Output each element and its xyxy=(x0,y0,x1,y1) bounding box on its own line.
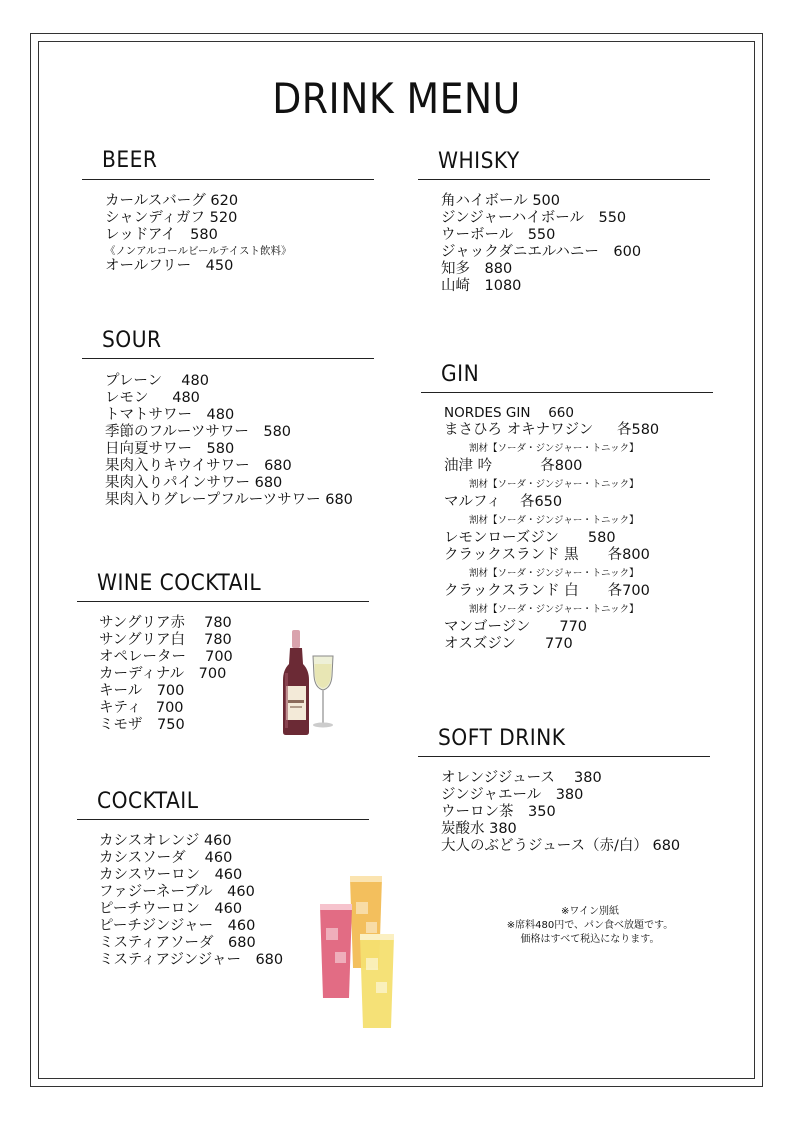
menu-item-mixer-note: 割材【ソーダ・ジンジャー・トニック】 xyxy=(469,515,639,526)
wine-cocktail-section-rule xyxy=(77,601,369,602)
footnote-table-charge: ※席料480円で、パン食べ放題です。 xyxy=(506,920,674,931)
menu-item: サングリア赤 780 xyxy=(99,615,232,631)
page-title: DRINK MENU xyxy=(272,74,521,123)
menu-item: ジンジャーハイボール 550 xyxy=(441,210,627,226)
menu-item: キティ 700 xyxy=(99,700,184,716)
menu-item: 季節のフルーツサワー 580 xyxy=(105,424,292,440)
menu-item: 大人のぶどうジュース（赤/白） 680 xyxy=(441,838,681,854)
menu-item: マルフィ 各650 xyxy=(444,494,563,510)
menu-item: ウーボール 550 xyxy=(441,227,556,243)
sour-section-title: SOUR xyxy=(102,328,162,353)
gin-item-list xyxy=(444,405,659,653)
menu-item-mixer-note: 割材【ソーダ・ジンジャー・トニック】 xyxy=(469,568,639,579)
cocktail-glasses-illustration xyxy=(316,872,398,1032)
menu-item: トマトサワー 480 xyxy=(105,407,235,423)
menu-item: 油津 吟 各800 xyxy=(444,458,583,474)
menu-item: カールスバーグ 620 xyxy=(105,193,239,209)
menu-item: 山崎 1080 xyxy=(441,278,522,294)
menu-item: カシスオレンジ 460 xyxy=(99,833,232,849)
menu-item: オスズジン 770 xyxy=(444,636,573,652)
menu-item: ジャックダニエルハニー 600 xyxy=(441,244,642,260)
menu-item: レモン 480 xyxy=(105,390,200,406)
footnote-tax: 価格はすべて税込になります。 xyxy=(520,934,660,945)
beer-section-title: BEER xyxy=(102,148,158,173)
menu-item: ミモザ 750 xyxy=(99,717,185,733)
whisky-section-title: WHISKY xyxy=(438,149,520,174)
sour-section-rule xyxy=(82,358,374,359)
menu-item: サングリア白 780 xyxy=(99,632,232,648)
cocktail-section-rule xyxy=(77,819,369,820)
menu-item: 炭酸水 380 xyxy=(441,821,517,837)
menu-item-mixer-note: 割材【ソーダ・ジンジャー・トニック】 xyxy=(469,443,639,454)
menu-item: オールフリー 450 xyxy=(105,258,234,274)
menu-item: ファジーネーブル 460 xyxy=(99,884,255,900)
whisky-item-list xyxy=(441,193,641,295)
menu-item: プレーン 480 xyxy=(105,373,209,389)
sour-item-list xyxy=(105,373,353,509)
menu-item: カシスウーロン 460 xyxy=(99,867,243,883)
wine-glass-icon xyxy=(313,656,333,728)
yellow-cocktail-icon xyxy=(360,934,394,1028)
menu-item: 日向夏サワー 580 xyxy=(105,441,235,457)
soft-drink-section-rule xyxy=(418,756,710,757)
menu-item: ウーロン茶 350 xyxy=(441,804,556,820)
menu-item: オレンジジュース 380 xyxy=(441,770,602,786)
menu-item: 角ハイボール 500 xyxy=(441,193,560,209)
soft-drink-section-title: SOFT DRINK xyxy=(438,726,566,751)
menu-item: まさひろ オキナワジン 各580 xyxy=(444,422,660,438)
menu-item: ジンジャエール 380 xyxy=(441,787,584,803)
menu-item: カシスソーダ 460 xyxy=(99,850,233,866)
menu-item: ピーチジンジャー 460 xyxy=(99,918,256,934)
menu-item: ミスティアソーダ 680 xyxy=(99,935,256,951)
gin-section-title: GIN xyxy=(441,362,480,387)
menu-item: キール 700 xyxy=(99,683,185,699)
menu-item: クラックスランド 黒 各800 xyxy=(444,547,650,563)
menu-item: カーディナル 700 xyxy=(99,666,227,682)
wine-cocktail-item-list xyxy=(99,615,233,734)
beer-item-list xyxy=(105,193,291,275)
menu-item: マンゴージン 770 xyxy=(444,619,588,635)
menu-item: クラックスランド 白 各700 xyxy=(444,583,650,599)
cocktail-section-title: COCKTAIL xyxy=(97,789,199,814)
menu-item: 果肉入りパインサワー 680 xyxy=(105,475,283,491)
red-cocktail-icon xyxy=(320,904,352,998)
cocktail-item-list xyxy=(99,833,283,969)
gin-section-rule xyxy=(421,392,713,393)
menu-item: レモンローズジン 580 xyxy=(444,530,616,546)
wine-cocktail-section-title: WINE COCKTAIL xyxy=(97,571,262,596)
footnote-wine: ※ワイン別紙 xyxy=(560,906,620,917)
menu-item: レッドアイ 580 xyxy=(105,227,218,243)
menu-item: 知多 880 xyxy=(441,261,513,277)
menu-item-mixer-note: 割材【ソーダ・ジンジャー・トニック】 xyxy=(469,604,639,615)
menu-item: 果肉入りキウイサワー 680 xyxy=(105,458,292,474)
menu-item: オペレーター 700 xyxy=(99,649,233,665)
whisky-section-rule xyxy=(418,179,710,180)
menu-item-note: 《ノンアルコールビールテイスト飲料》 xyxy=(105,245,292,257)
menu-item: シャンディガフ 520 xyxy=(105,210,238,226)
menu-item: 果肉入りグレープフルーツサワー 680 xyxy=(105,492,353,508)
soft-drink-item-list xyxy=(441,770,680,855)
champagne-bottle-icon xyxy=(283,630,309,735)
menu-item: ピーチウーロン 460 xyxy=(99,901,243,917)
menu-item: ミスティアジンジャー 680 xyxy=(99,952,284,968)
champagne-bottle-illustration xyxy=(276,628,338,738)
menu-item: NORDES GIN 660 xyxy=(444,405,574,421)
beer-section-rule xyxy=(82,179,374,180)
menu-item-mixer-note: 割材【ソーダ・ジンジャー・トニック】 xyxy=(469,479,639,490)
footnote-block xyxy=(470,905,710,947)
